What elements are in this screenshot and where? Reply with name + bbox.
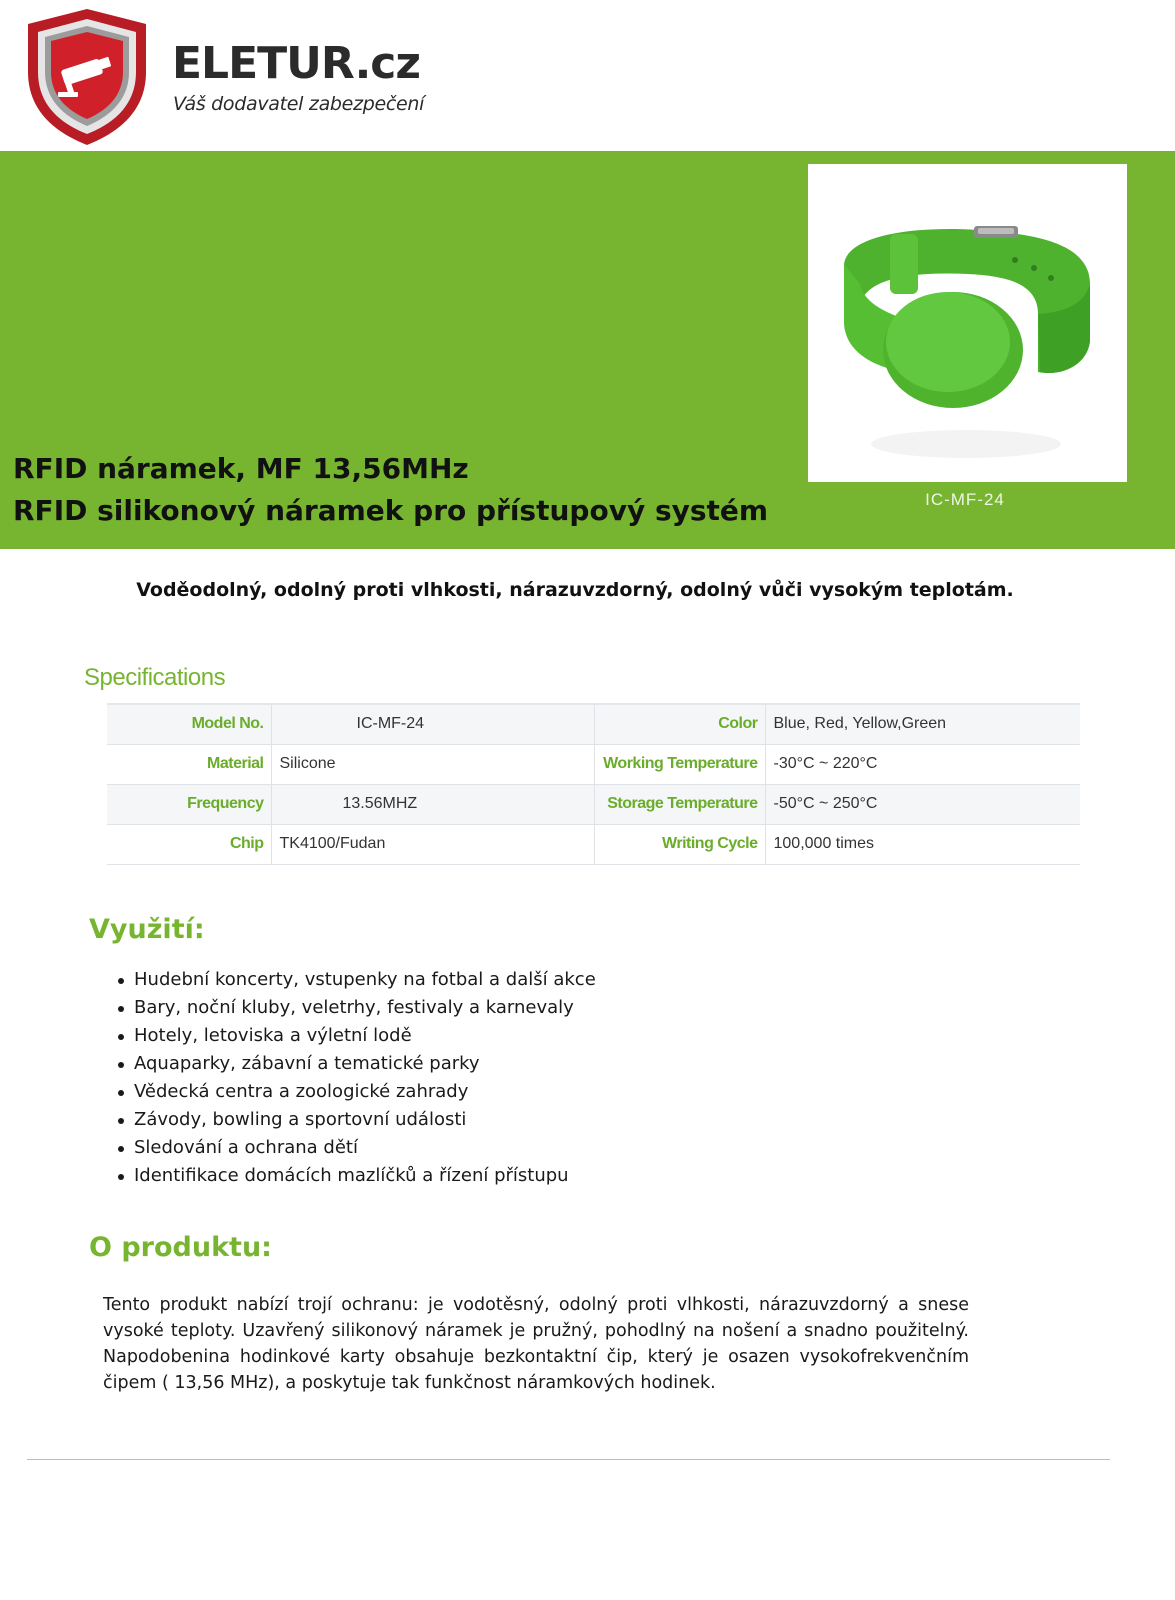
product-title-line2: RFID silikonový náramek pro přístupový systém bbox=[13, 494, 769, 527]
feature-tagline: Voděodolný, odolný proti vlhkosti, nárazuvzdorný, odolný vůči vysokým teplotám. bbox=[136, 579, 1014, 601]
list-item: Závody, bowling a sportovní události bbox=[134, 1106, 596, 1134]
spec-label: Color bbox=[594, 704, 765, 744]
product-title-line1: RFID náramek, MF 13,56MHz bbox=[13, 452, 469, 485]
table-row bbox=[107, 704, 1080, 744]
spec-label: Working Temperature bbox=[594, 744, 765, 784]
spec-value: IC-MF-24 bbox=[271, 704, 594, 744]
spec-value: -50°C ~ 250°C bbox=[765, 784, 1080, 824]
about-paragraph: Tento produkt nabízí trojí ochranu: je vodotěsný, odolný proti vlhkosti, nárazuvzdorný a snese vysoké teploty. Uzavřený silikonový náramek je pružný, pohodlný na nošení a snadno použitelný. Napodobenina hodinkové karty obsahuje bezkontaktní čip, který je osazen vysokofrekvenčním čipem ( 13,56 MHz), a poskytuje tak funkčnost náramkových hodinek. bbox=[103, 1295, 969, 1393]
image-caption: IC-MF-24 bbox=[925, 490, 1005, 509]
spec-label: Chip bbox=[107, 824, 271, 864]
spec-label: Frequency bbox=[107, 784, 271, 824]
list-item: Hudební koncerty, vstupenky na fotbal a další akce bbox=[134, 966, 596, 994]
spec-value: Blue, Red, Yellow,Green bbox=[765, 704, 1080, 744]
spec-value: Silicone bbox=[271, 744, 594, 784]
spec-value: 100,000 times bbox=[765, 824, 1080, 864]
usage-heading: Využití: bbox=[89, 914, 205, 945]
table-row bbox=[107, 784, 1080, 824]
product-image bbox=[808, 164, 1127, 482]
list-item: Identifikace domácích mazlíčků a řízení přístupu bbox=[134, 1162, 596, 1190]
brand-tagline: Váš dodavatel zabezpečení bbox=[173, 93, 425, 115]
list-item: Aquaparky, zábavní a tematické parky bbox=[134, 1050, 596, 1078]
spec-label: Writing Cycle bbox=[594, 824, 765, 864]
divider bbox=[27, 1459, 1110, 1460]
specifications-heading: Specifications bbox=[84, 664, 226, 691]
list-item: Bary, noční kluby, veletrhy, festivaly a karnevaly bbox=[134, 994, 596, 1022]
list-item: Vědecká centra a zoologické zahrady bbox=[134, 1078, 596, 1106]
spec-label: Model No. bbox=[107, 704, 271, 744]
spec-label: Storage Temperature bbox=[594, 784, 765, 824]
about-heading: O produktu: bbox=[89, 1232, 272, 1263]
shield-camera-logo bbox=[22, 6, 152, 148]
table-row bbox=[107, 744, 1080, 784]
list-item: Hotely, letoviska a výletní lodě bbox=[134, 1022, 596, 1050]
list-item: Sledování a ochrana dětí bbox=[134, 1134, 596, 1162]
spec-label: Material bbox=[107, 744, 271, 784]
wristband-illustration bbox=[808, 164, 1127, 482]
spec-value: TK4100/Fudan bbox=[271, 824, 594, 864]
spec-value: -30°C ~ 220°C bbox=[765, 744, 1080, 784]
specifications-table bbox=[107, 703, 1080, 865]
usage-list bbox=[134, 966, 596, 1190]
spec-value: 13.56MHZ bbox=[271, 784, 594, 824]
table-row bbox=[107, 824, 1080, 864]
brand-name: ELETUR.cz bbox=[172, 38, 420, 89]
